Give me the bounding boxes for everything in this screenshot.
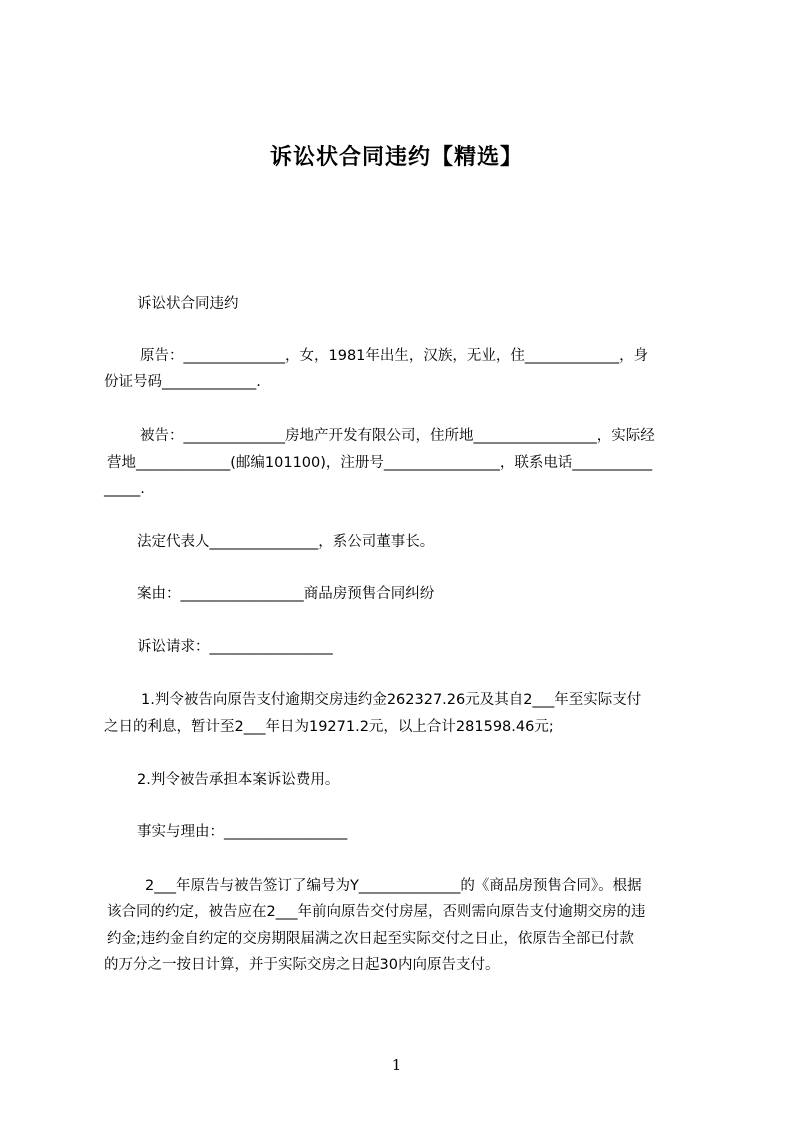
plaintiff-line-2: 份证号码_____________. [104,374,261,390]
facts-line-1: 2___年原告与被告签订了编号为Y______________的《商品房预售合同》。根据 [145,878,642,894]
case-cause: 案由：_________________商品房预售合同纠纷 [137,586,435,602]
claims-label: 诉讼请求：_________________ [137,639,333,655]
defendant-line-3: _____. [104,481,145,497]
defendant-line-2: 营地_____________(邮编101100)，注册号________________，联系电话___________ [107,455,653,471]
defendant-line-1: 被告：______________房地产开发有限公司，住所地_________________，实际经 [140,428,655,444]
facts-line-3: 约金;违约金自约定的交房期限届满之次日起至实际交付之日止，依原告全部已付款 [107,931,634,947]
claim-1-line-1: 1.判令被告向原告支付逾期交房违约金262327.26元及其自2___年至实际支付 [141,692,642,708]
document-heading: 诉讼状合同违约 [137,296,239,312]
claim-2: 2.判令被告承担本案诉讼费用。 [137,772,340,788]
page-number: 1 [391,1056,402,1074]
legal-representative: 法定代表人_______________，系公司董事长。 [137,534,435,550]
facts-line-2: 该合同的约定，被告应在2___年前向原告交付房屋，否则需向原告支付逾期交房的违 [107,904,646,920]
plaintiff-line-1: 原告：______________，女，1981年出生，汉族，无业，住_____________，身 [140,348,649,364]
claim-1-line-2: 之日的利息，暂计至2___年日为19271.2元，以上合计281598.46元; [104,719,554,735]
document-title: 诉讼状合同违约【精选】 [269,145,523,170]
facts-label: 事实与理由：_________________ [137,824,348,840]
facts-line-4: 的万分之一按日计算，并于实际交房之日起30内向原告支付。 [104,957,500,973]
